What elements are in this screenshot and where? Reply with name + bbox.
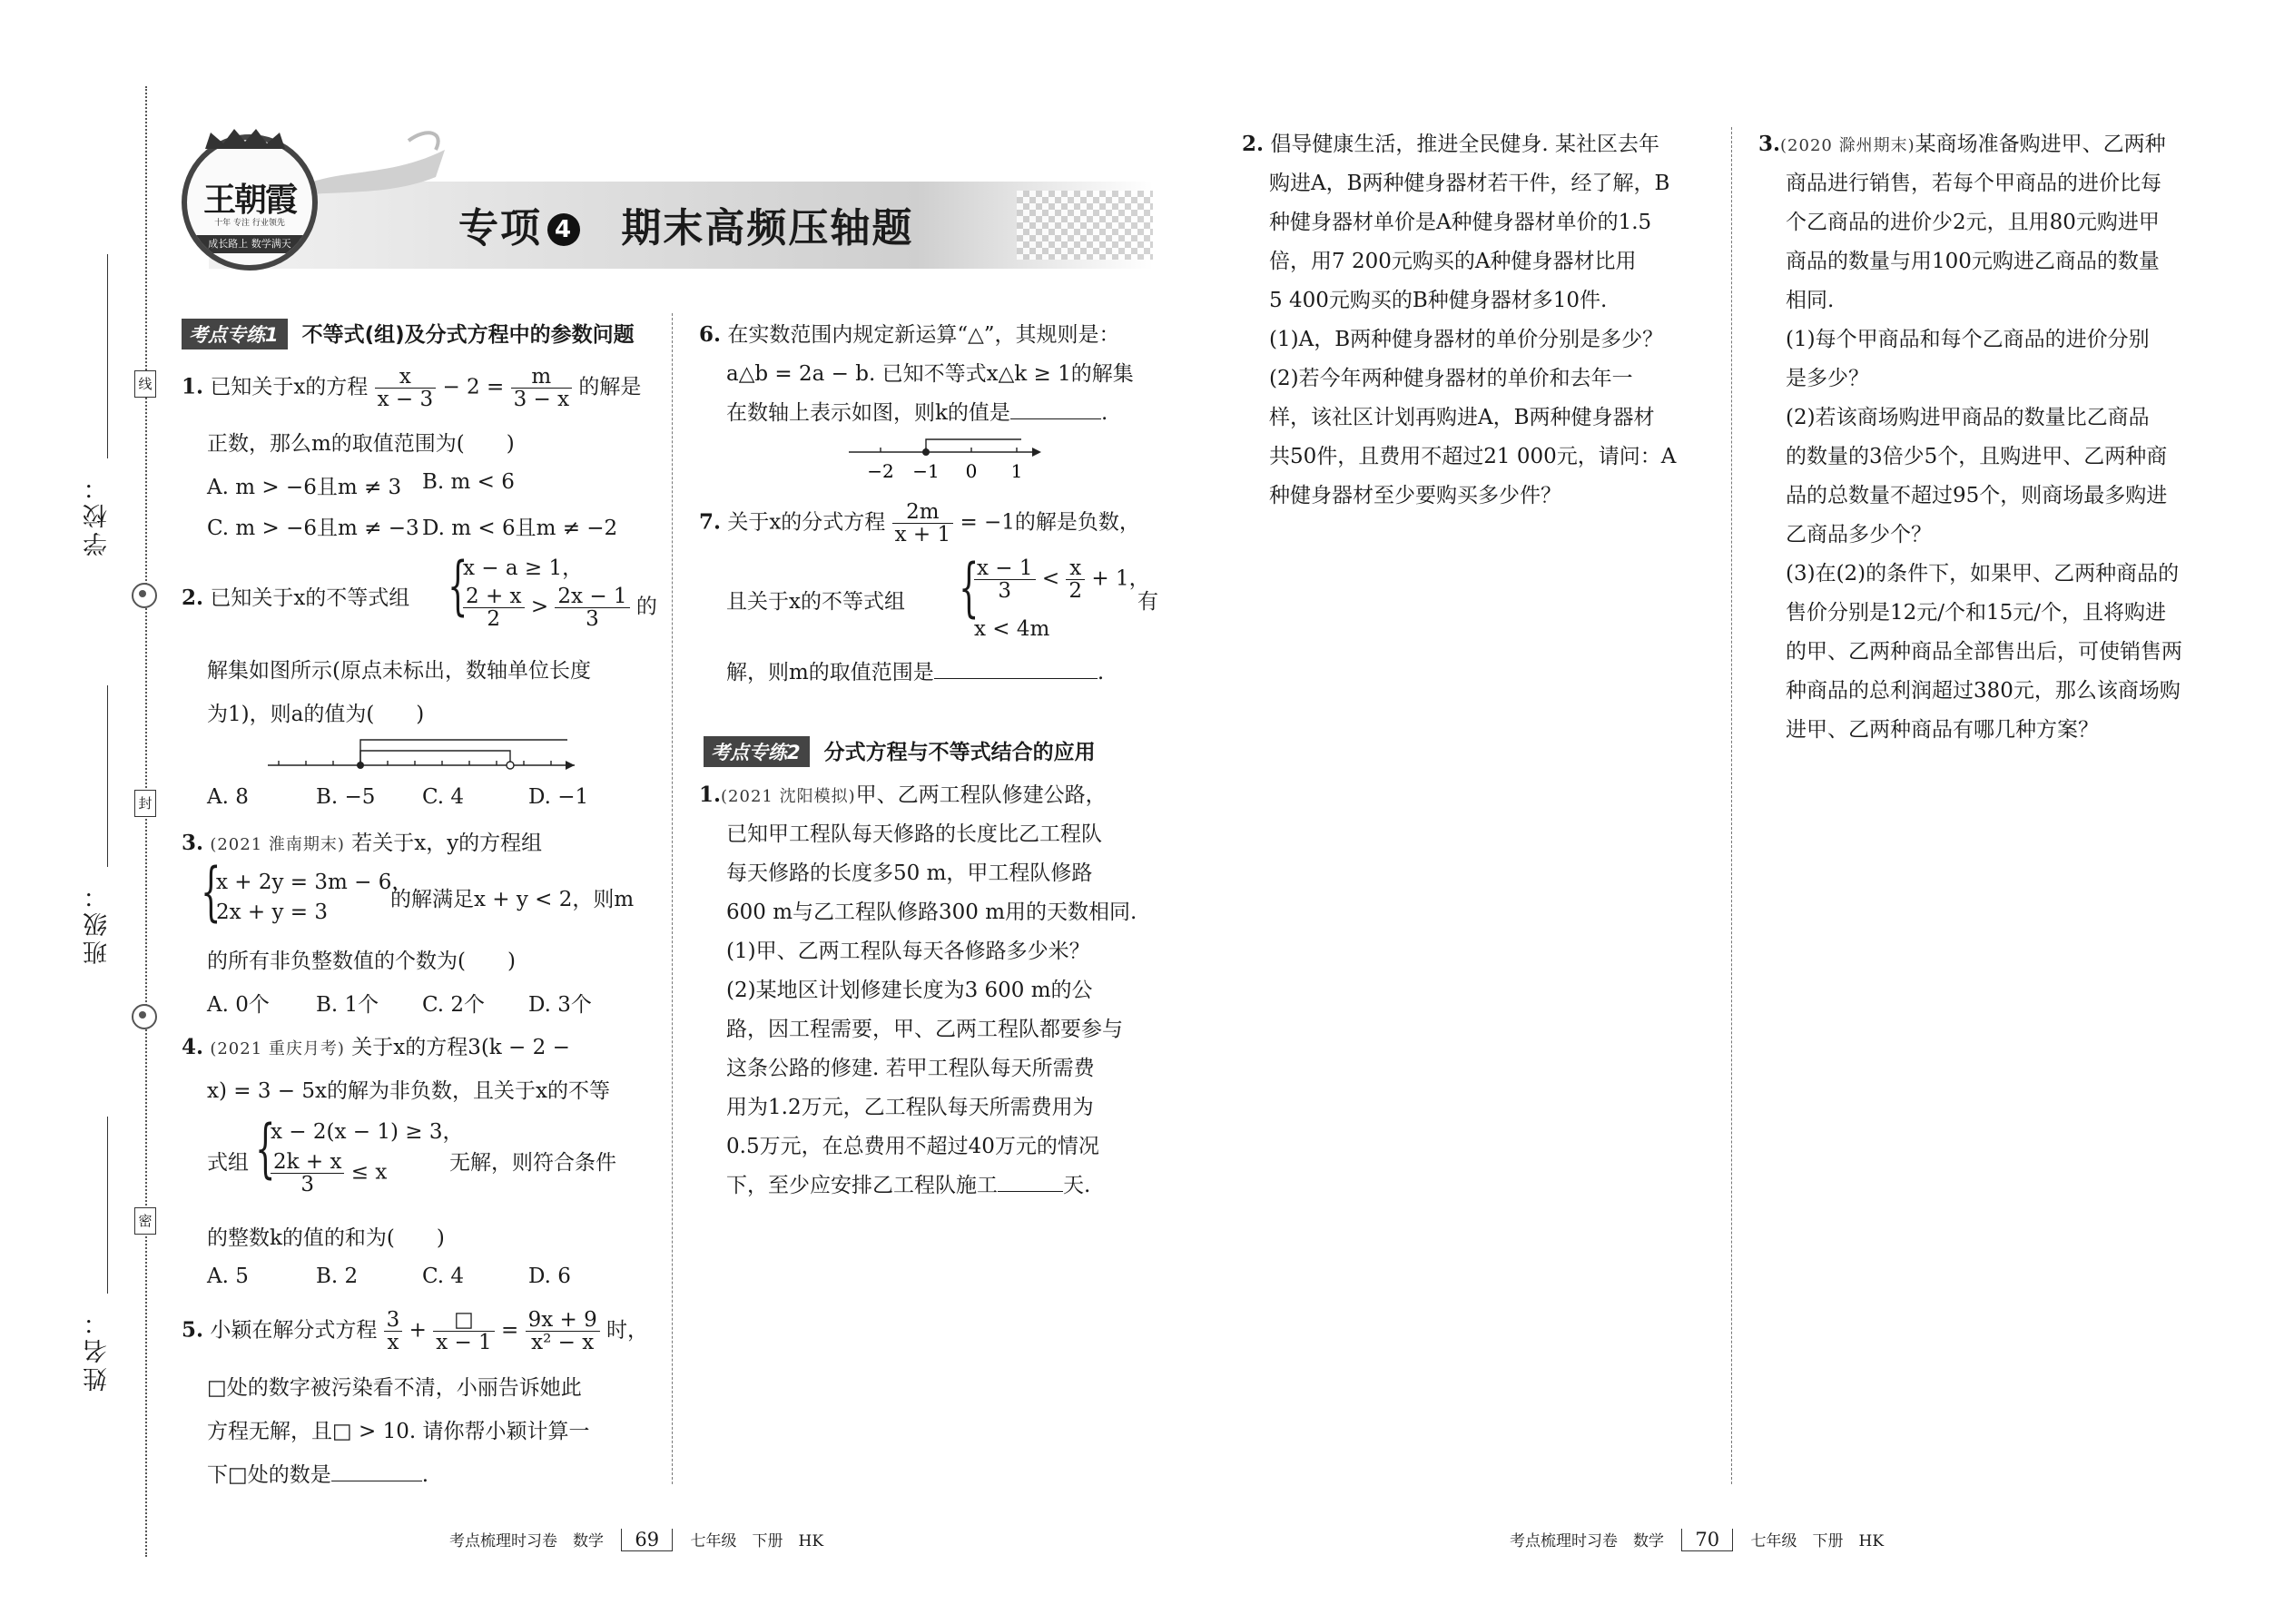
page-number-left: 69 <box>621 1529 673 1551</box>
section2-tag: 考点专练2 <box>704 736 810 767</box>
s2q1-line: 每天修路的长度多50 m，甲工程队修路 <box>726 861 1093 885</box>
s2q1-line-last: 下，至少应安排乙工程队施工 天. <box>726 1174 1091 1197</box>
name-label: 姓名： <box>84 1307 112 1392</box>
q4-line2: x) = 3 − 5x的解为非负数，且关于x的不等 <box>207 1079 610 1103</box>
q4-option-b: B. 2 <box>316 1265 359 1288</box>
section1-tag: 考点专练1 <box>182 319 288 349</box>
q5-line3: 方程无解，且□ > 10. 请你帮小颖计算一 <box>207 1420 590 1443</box>
q4-option-d: D. 6 <box>528 1265 571 1288</box>
column-divider <box>1731 127 1732 1484</box>
q1-option-d: D. m < 6且m ≠ −2 <box>422 517 618 540</box>
q1-stem: 1. 已知关于x的方程 $\frac{x}{x - 3}$ − 2 = $\frac{m}{3 - x}$ 的解是 <box>182 365 642 411</box>
q7-tail: 有 <box>1137 590 1158 614</box>
q3-option-d: D. 3个 <box>528 993 592 1017</box>
q1-option-b: B. m < 6 <box>422 470 515 494</box>
s2q1-line: 用为1.2万元，乙工程队每天所需费用为 <box>726 1096 1094 1119</box>
s2q3-line: (3)在(2)的条件下，如果甲、乙两种商品的 <box>1786 562 2180 586</box>
q2-brace: { <box>448 548 468 623</box>
s2q3-line: 相同. <box>1786 289 1835 312</box>
s2q1-answer-blank[interactable] <box>998 1191 1063 1192</box>
q1-fraction-1: $\frac{x}{x - 3}$ <box>375 366 437 410</box>
section2-title: 分式方程与不等式结合的应用 <box>823 741 1096 764</box>
s2q3-line: 种商品的总利润超过380元，那么该商场购 <box>1786 679 2181 703</box>
section2-heading <box>704 735 1096 767</box>
q1-option-c: C. m > −6且m ≠ −3 <box>207 517 419 540</box>
q2-line2: 解集如图所示(原点未标出，数轴单位长度 <box>207 659 591 683</box>
s2q2-line: 共50件，且费用不超过21 000元，请问：A <box>1269 445 1677 468</box>
q6-tick-label: 1 <box>1010 460 1023 482</box>
s2q3-line: 的甲、乙两种商品全部售出后，可使销售两 <box>1786 640 2182 664</box>
q3-condition: 的解满足x + y < 2，则m <box>390 888 635 911</box>
logo-text: 王朝霞 <box>202 181 296 219</box>
q7-stem: 7. 关于x的分式方程 $\frac{2m}{x + 1}$ = −1的解是负数， <box>699 500 1140 546</box>
s2q3-line: 进甲、乙两种商品有哪几种方案？ <box>1786 718 2099 742</box>
footer-right-grade: 七年级 下册 HK <box>1750 1532 1885 1550</box>
q4-lead: 式组 <box>207 1151 249 1175</box>
q2-option-c: C. 4 <box>422 785 465 809</box>
s2q3-line: 商品进行销售，若每个甲商品的进价比每 <box>1786 172 2161 195</box>
s2q2-line: 种健身器材单价是A种健身器材单价的1.5 <box>1269 211 1652 234</box>
footer-left <box>449 1528 823 1551</box>
s2q2-line: 5 400元购买的B种健身器材多10件. <box>1269 289 1608 312</box>
q7-line3: 解，则m的取值范围是 . <box>726 661 1105 684</box>
q2-line3: 为1)，则a的值为( ) <box>207 703 425 726</box>
q1-fraction-2: $\frac{m}{3 - x}$ <box>511 366 573 410</box>
binding-hole-icon <box>132 583 157 608</box>
s2q1-line: 路，因工程需要，甲、乙两工程队都要参与 <box>726 1018 1123 1041</box>
q7-system-line1: $\frac{x - 1}{3}$ < $\frac{x}{2}$ + 1， <box>974 557 1150 602</box>
page-title <box>458 195 913 253</box>
s2q3-line: 是多少？ <box>1786 367 1869 390</box>
q7-answer-blank[interactable] <box>934 678 1098 679</box>
seal-tab-feng: 封 <box>134 790 156 817</box>
seal-tab-mi: 密 <box>134 1207 156 1235</box>
binding-dotted-line <box>145 86 147 1557</box>
s2q1-line1: 1.(2021 沈阳模拟)甲、乙两工程队修建公路， <box>699 782 1107 807</box>
ribbon-decoration <box>300 123 454 195</box>
title-prefix: 专项 <box>458 205 542 251</box>
q4-line4: 的整数k的值的和为( ) <box>207 1226 445 1250</box>
q4-stem: 4. (2021 重庆月考) 关于x的方程3(k − 2 − <box>182 1035 570 1059</box>
q4-system-line1: x − 2(x − 1) ≥ 3， <box>271 1120 464 1144</box>
q6-tick-label: 0 <box>965 460 978 482</box>
q7-lead: 且关于x的不等式组 <box>726 590 905 614</box>
q4-system-line2: $\frac{2k + x}{3}$ ≤ x <box>271 1151 387 1196</box>
q3-system-line1: x + 2y = 3m − 6， <box>216 871 413 894</box>
title-main: 期末高频压轴题 <box>621 205 914 251</box>
s2q1-line: 已知甲工程队每天修路的长度比乙工程队 <box>726 822 1102 846</box>
page-number-right: 70 <box>1681 1529 1733 1551</box>
q5-stem: 5. 小颖在解分式方程 $\frac{3}{x}$ + $\frac{□}{x - 1}$ = $\frac{9x + 9}{\text{x² − x}}$ 时， <box>182 1308 649 1354</box>
s2q3-line: (1)每个甲商品和每个乙商品的进价分别 <box>1786 328 2150 351</box>
q6-line3: 在数轴上表示如图，则k的值是 . <box>726 401 1108 425</box>
s2q3-line: 商品的数量与用100元购进乙商品的数量 <box>1786 250 2160 273</box>
q2-system-line1: x − a ≥ 1， <box>463 556 584 580</box>
q6-line1: 6. 在实数范围内规定新运算“△”，其规则是： <box>699 322 1120 347</box>
q7-system-line2: x < 4m <box>974 617 1050 641</box>
q3-option-c: C. 2个 <box>422 993 486 1017</box>
q6-answer-blank[interactable] <box>1010 418 1101 419</box>
q6-tick-label: −2 <box>867 460 894 482</box>
s2q3-line: 售价分别是12元/个和15元/个，且将购进 <box>1786 601 2167 625</box>
logo-subtitle: 十年 专注 行业领先 <box>214 219 285 228</box>
s2q3-line: 个乙商品的进价少2元，且用80元购进甲 <box>1786 211 2160 234</box>
s2q2-line: (1)A，B两种健身器材的单价分别是多少？ <box>1269 328 1664 351</box>
s2q3-line1: 3.(2020 滁州期末)某商场准备购进甲、乙两种 <box>1758 132 2166 156</box>
q2-option-d: D. −1 <box>528 785 589 809</box>
brand-logo <box>182 134 318 271</box>
school-label: 学校： <box>84 472 112 556</box>
q2-system-line2: $\frac{2 + x}{2}$ > $\frac{2x - 1}{3}$ 的 <box>463 586 657 630</box>
s2q2-line: (2)若今年两种健身器材的单价和去年一 <box>1269 367 1633 390</box>
q4-post: 无解，则符合条件 <box>449 1151 616 1175</box>
s2q1-line: (1)甲、乙两工程队每天各修路多少米？ <box>726 940 1090 963</box>
q6-line2: a△b = 2a − b. 已知不等式x△k ≥ 1的解集 <box>726 362 1134 386</box>
q1-line2: 正数，那么m的取值范围为( ) <box>207 432 515 456</box>
s2q2-line1: 2. 倡导健康生活，推进全民健身. 某社区去年 <box>1242 132 1659 156</box>
s2q1-line: 这条公路的修建. 若甲工程队每天所需费 <box>726 1057 1095 1080</box>
q3-option-a: A. 0个 <box>207 993 270 1017</box>
q4-option-c: C. 4 <box>422 1265 465 1288</box>
logo-band: 成长路上 数学满天 <box>187 235 312 253</box>
q2-stem: 2. 已知关于x的不等式组 <box>182 586 410 610</box>
class-label: 班级： <box>84 881 112 965</box>
footer-left-text: 考点梳理时习卷 数学 <box>449 1532 604 1550</box>
q3-brace: { <box>201 854 222 929</box>
q4-brace: { <box>255 1111 276 1186</box>
q5-line4: 下□处的数是 . <box>207 1463 429 1487</box>
s2q2-line: 购进A，B两种健身器材若干件，经了解，B <box>1269 172 1670 195</box>
class-field-line <box>107 685 108 867</box>
q6-tick-label: −1 <box>912 460 940 482</box>
q3-option-b: B. 1个 <box>316 993 379 1017</box>
section1-heading <box>182 318 635 349</box>
s2q3-line: (2)若该商场购进甲商品的数量比乙商品 <box>1786 406 2150 429</box>
s2q2-line: 样，该社区计划再购进A，B两种健身器材 <box>1269 406 1655 429</box>
banner-checker-pattern <box>1017 191 1153 260</box>
q6-number-line <box>849 432 1049 487</box>
q2-number-line <box>268 731 581 776</box>
s2q3-line: 的数量的3倍少5个，且购进甲、乙两种商 <box>1786 445 2168 468</box>
q3-stem: 3. (2021 淮南期末) 若关于x，y的方程组 <box>182 831 543 855</box>
title-number-badge: 4 <box>547 213 580 246</box>
s2q2-line: 种健身器材至少要购买多少件？ <box>1269 484 1561 507</box>
q7-brace: { <box>959 550 980 625</box>
section1-title: 不等式(组)及分式方程中的参数问题 <box>301 323 635 347</box>
name-field-line <box>107 1117 108 1294</box>
s2q1-line: 600 m与乙工程队修路300 m用的天数相同. <box>726 901 1137 924</box>
footer-left-grade: 七年级 下册 HK <box>690 1532 824 1550</box>
q2-option-b: B. −5 <box>316 785 376 809</box>
s2q1-line: (2)某地区计划修建长度为3 600 m的公 <box>726 979 1093 1002</box>
seal-tab-xian: 线 <box>134 370 156 398</box>
q3-line3: 的所有非负整数值的个数为( ) <box>207 950 516 973</box>
crown-icon <box>202 127 289 151</box>
s2q1-line: 0.5万元，在总费用不超过40万元的情况 <box>726 1135 1099 1158</box>
school-field-line <box>107 254 108 458</box>
q3-system-line2: 2x + y = 3 <box>216 901 329 924</box>
s2q3-line: 品的总数量不超过95个，则商场最多购进 <box>1786 484 2168 507</box>
q4-option-a: A. 5 <box>207 1265 249 1288</box>
s2q2-line: 倍，用7 200元购买的A种健身器材比用 <box>1269 250 1637 273</box>
q5-line2: □处的数字被污染看不清，小丽告诉她此 <box>207 1376 582 1400</box>
column-divider <box>672 313 673 1484</box>
footer-right-text: 考点梳理时习卷 数学 <box>1510 1532 1664 1550</box>
q2-option-a: A. 8 <box>207 785 249 809</box>
footer-right <box>1510 1528 1884 1551</box>
binding-hole-icon <box>132 1004 157 1029</box>
q1-option-a: A. m > −6且m ≠ 3 <box>207 476 402 499</box>
s2q3-line: 乙商品多少个？ <box>1786 523 1932 546</box>
